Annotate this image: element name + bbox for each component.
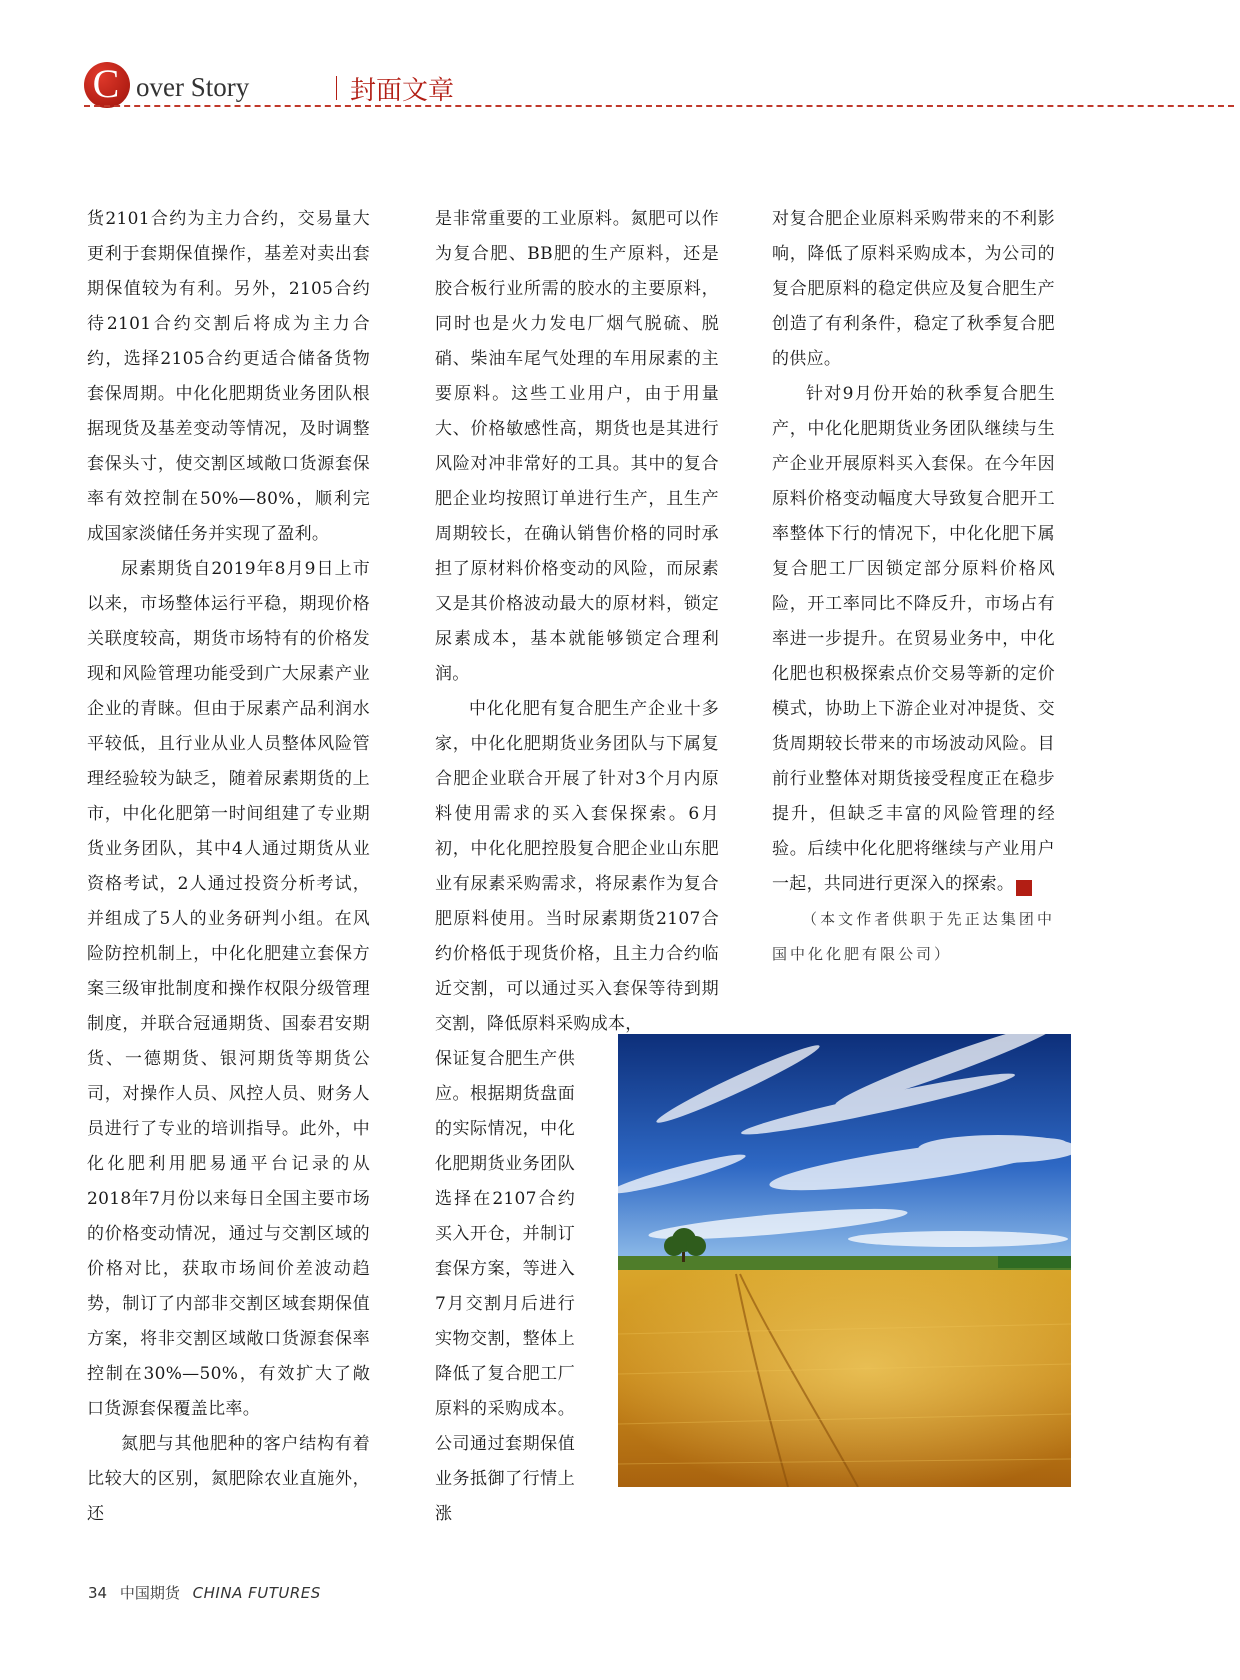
paragraph: 对复合肥企业原料采购带来的不利影响，降低了原料采购成本，为公司的复合肥原料的稳定供应及复合肥生产创造了有利条件，稳定了秋季复合肥的供应。 bbox=[772, 209, 1055, 369]
paragraph bbox=[772, 377, 1062, 902]
page-number: 34 bbox=[88, 1584, 108, 1602]
paragraph-continuation: 保证复合肥生产供应。根据期货盘面的实际情况，中化化肥期货业务团队选择在2107合约买入开仓，并制订套保方案，等进入7月交割月后进行实物交割，整体上降低了复合肥工厂原料的采购成本。公司通过套期保值业务抵御了行情上涨 bbox=[435, 1049, 575, 1524]
paragraph: 是非常重要的工业原料。氮肥可以作为复合肥、BB肥的生产原料，还是胶合板行业所需的胶水的主要原料，同时也是火力发电厂烟气脱硫、脱硝、柴油车尾气处理的车用尿素的主要原料。这些工业用户，由于用量大、价格敏感性高，期货也是其进行风险对冲非常好的工具。其中的复合肥企业均按照订单进行生产，且生产周期较长，在确认销售价格的同时承担了原材料价格变动的风险，而尿素又是其价格波动最大的原材料，锁定尿素成本，基本就能够锁定合理利润。 bbox=[435, 209, 719, 684]
paragraph: 货2101合约为主力合约，交易量大更利于套期保值操作，基差对卖出套期保值较为有利。另外，2105合约待2101合约交割后将成为主力合约，选择2105合约更适合储备货物套保周期。中化化肥期货业务团队根据现货及基差变动等情况，及时调整套保头寸，使交割区域敞口货源套保率有效控制在50%—80%，顺利完成国家淡储任务并实现了盈利。 bbox=[87, 209, 370, 544]
article-column-3 bbox=[772, 202, 1062, 972]
page-header bbox=[84, 56, 1234, 110]
paragraph-text: 针对9月份开始的秋季复合肥生产，中化化肥期货业务团队继续与生产企业开展原料买入套保。在今年因原料价格变动幅度大导致复合肥开工率整体下行的情况下，中化化肥下属复合肥工厂因锁定部分原料价格风险，开工率同比不降反升，市场占有率进一步提升。在贸易业务中，中化化肥也积极探索点价交易等新的定价模式，协助上下游企业对冲提货、交货周期较长带来的市场波动风险。目前行业整体对期货接受程度正在稳步提升，但缺乏丰富的风险管理的经验。后续中化化肥将继续与产业用户一起，共同进行更深入的探索。 bbox=[772, 384, 1055, 894]
author-byline: （本文作者供职于先正达集团中国中化化肥有限公司） bbox=[772, 910, 1055, 963]
section-title-en: over Story bbox=[136, 72, 250, 102]
article-end-mark-icon: 中 bbox=[1016, 880, 1032, 896]
page-footer bbox=[88, 1582, 321, 1603]
section-divider bbox=[336, 76, 337, 100]
header-dashed-rule bbox=[84, 105, 1234, 107]
magazine-name-en: CHINA FUTURES bbox=[192, 1584, 321, 1602]
paragraph: 尿素期货自2019年8月9日上市以来，市场整体运行平稳，期现价格关联度较高，期货市场特有的价格发现和风险管理功能受到广大尿素产业企业的青睐。但由于尿素产品利润水平较低，且行业从业人员整体风险管理经验较为缺乏，随着尿素期货的上市，中化化肥第一时间组建了专业期货业务团队，其中4人通过期货从业资格考试，2人通过投资分析考试，并组成了5人的业务研判小组。在风险防控机制上，中化化肥建立套保方案三级审批制度和操作权限分级管理制度，并联合冠通期货、国泰君安期货、一德期货、银河期货等期货公司，对操作人员、风控人员、财务人员进行了专业的培训指导。此外，中化化肥利用肥易通平台记录的从2018年7月份以来每日全国主要市场的价格变动情况，通过与交割区域的价格对比，获取市场间价差波动趋势，制订了内部非交割区域套期保值方案，将非交割区域敞口货源套保率控制在30%—50%，有效扩大了敞口货源套保覆盖比率。 bbox=[87, 559, 370, 1419]
section-title-zh: 封面文章 bbox=[350, 76, 455, 106]
cover-story-logo-icon: C bbox=[84, 62, 130, 108]
article-column-1 bbox=[87, 202, 370, 1532]
paragraph: 中化化肥有复合肥生产企业十多家，中化化肥期货业务团队与下属复合肥企业联合开展了针对3个月内原料使用需求的买入套保探索。6月初，中化化肥控股复合肥企业山东肥业有尿素采购需求，将尿素作为复合肥原料使用。当时尿素期货2107合约价格低于现货价格，且主力合约临近交割，可以通过买入套保等待到期交割，降低原料采购成本， bbox=[435, 699, 719, 1034]
wheat-field-photo bbox=[618, 1034, 1071, 1487]
paragraph: 氮肥与其他肥种的客户结构有着比较大的区别，氮肥除农业直施外，还 bbox=[87, 1434, 370, 1524]
magazine-name-zh: 中国期货 bbox=[119, 1584, 180, 1602]
